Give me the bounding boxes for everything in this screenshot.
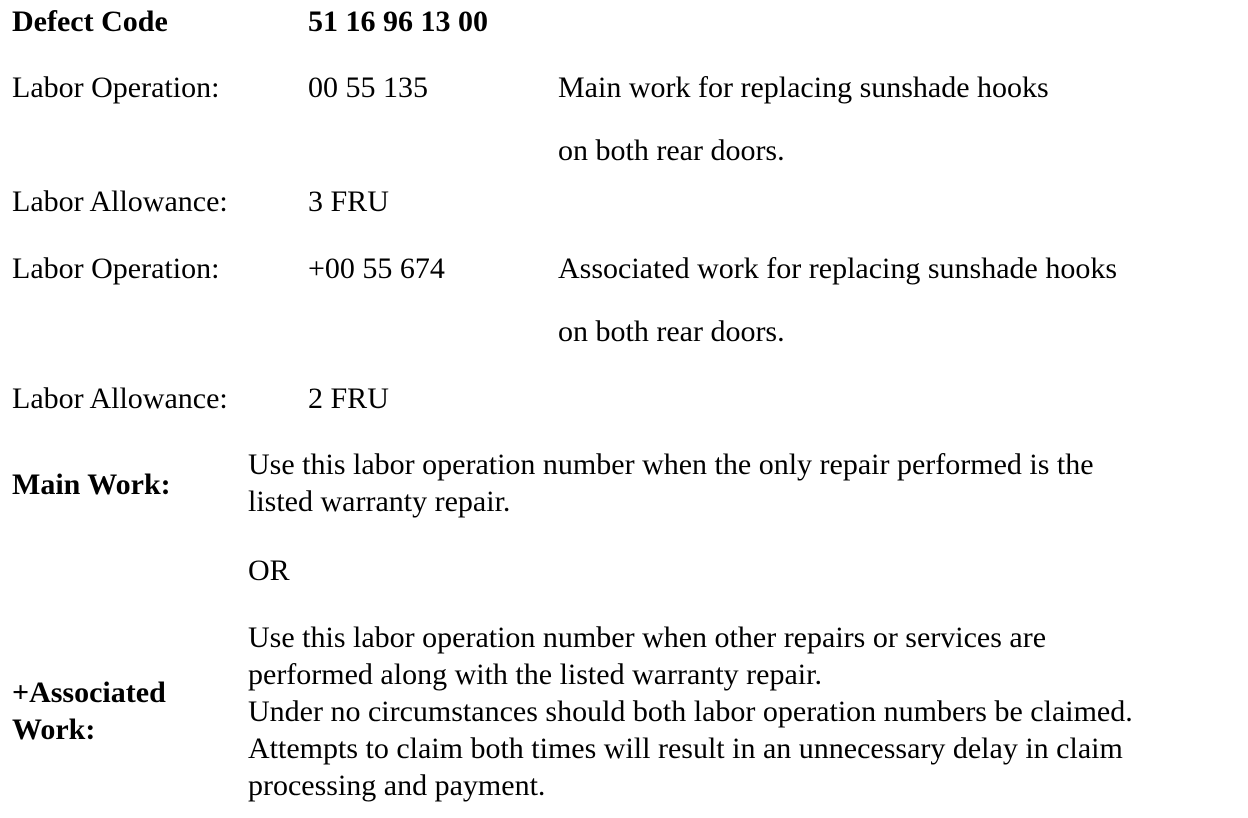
labor-operation-description-1b: on both rear doors. xyxy=(558,134,785,167)
labor-operation-label-1: Labor Operation: xyxy=(12,71,220,104)
labor-operation-description-1a: Main work for replacing sunshade hooks xyxy=(558,71,1049,104)
main-work-line: Use this labor operation number when the only repair performed is the xyxy=(248,448,1094,481)
labor-operation-description-2b: on both rear doors. xyxy=(558,315,785,348)
or-separator: OR xyxy=(248,554,290,587)
main-work-description xyxy=(248,446,1094,520)
defect-code-label: Defect Code xyxy=(12,5,168,38)
labor-allowance-value-2: 2 FRU xyxy=(308,382,389,415)
labor-allowance-value-1: 3 FRU xyxy=(308,185,389,218)
associated-work-label-line: Work: xyxy=(12,713,96,746)
labor-operation-number-2: +00 55 674 xyxy=(308,252,445,285)
main-work-label: Main Work: xyxy=(12,468,171,501)
defect-code-value: 51 16 96 13 00 xyxy=(308,5,488,38)
labor-operation-number-1: 00 55 135 xyxy=(308,71,428,104)
associated-work-line: performed along with the listed warranty repair. xyxy=(248,658,822,691)
main-work-line: listed warranty repair. xyxy=(248,485,511,518)
associated-work-line: Use this labor operation number when other repairs or services are xyxy=(248,621,1047,654)
labor-operation-description-2a: Associated work for replacing sunshade hooks xyxy=(558,252,1118,285)
associated-work-description xyxy=(248,619,1133,804)
labor-allowance-label-1: Labor Allowance: xyxy=(12,185,228,218)
associated-work-line: processing and payment. xyxy=(248,769,546,802)
labor-allowance-label-2: Labor Allowance: xyxy=(12,382,228,415)
labor-operation-label-2: Labor Operation: xyxy=(12,252,220,285)
associated-work-label xyxy=(12,674,166,748)
associated-work-label-line: +Associated xyxy=(12,676,166,709)
associated-work-line: Attempts to claim both times will result in an unnecessary delay in claim xyxy=(248,732,1123,765)
associated-work-line: Under no circumstances should both labor operation numbers be claimed. xyxy=(248,695,1133,728)
